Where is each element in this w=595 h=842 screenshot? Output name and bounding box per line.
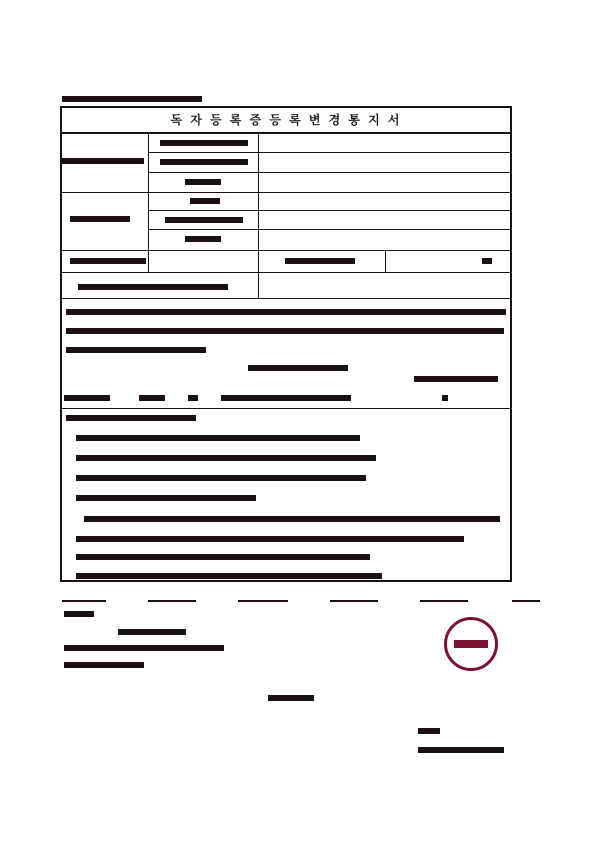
note-item-7 bbox=[76, 553, 370, 561]
cut-line-segment bbox=[330, 600, 378, 602]
cut-line-segment bbox=[62, 600, 106, 602]
stamp-text bbox=[454, 640, 488, 648]
form-frame bbox=[60, 106, 512, 582]
note-item-3 bbox=[76, 474, 366, 482]
footer-line-3 bbox=[64, 661, 144, 669]
date-line bbox=[248, 364, 348, 372]
body-paragraph-line-2 bbox=[66, 327, 504, 335]
notes-heading bbox=[66, 414, 196, 422]
title-divider bbox=[60, 132, 512, 134]
change-row-3 bbox=[185, 235, 221, 243]
note-item-8 bbox=[76, 572, 382, 580]
applicant-row-1 bbox=[160, 139, 248, 147]
official-stamp bbox=[444, 617, 498, 671]
footer-right-line-1 bbox=[418, 727, 440, 735]
body-paragraph-line-3 bbox=[66, 346, 206, 354]
note-item-4 bbox=[76, 494, 256, 502]
footer-center-label bbox=[268, 694, 314, 702]
change-row-2 bbox=[165, 216, 243, 224]
reason-label bbox=[285, 257, 355, 265]
cut-line-segment bbox=[238, 600, 288, 602]
cut-line-segment bbox=[512, 600, 540, 602]
body-paragraph-line-1 bbox=[66, 308, 506, 316]
footer-heading bbox=[64, 610, 94, 618]
footer-right-line-2 bbox=[418, 746, 504, 754]
footer-line-1 bbox=[118, 628, 186, 636]
reason-value bbox=[482, 257, 492, 265]
footer-line-2 bbox=[64, 644, 224, 652]
cut-line-segment bbox=[148, 600, 196, 602]
note-item-2 bbox=[76, 454, 376, 462]
office-label bbox=[78, 283, 228, 291]
form-number bbox=[62, 95, 202, 103]
change-row-1 bbox=[190, 197, 220, 205]
applicant-row-3 bbox=[185, 178, 221, 186]
recipient-line bbox=[64, 394, 448, 402]
date-label bbox=[70, 257, 146, 265]
change-label bbox=[70, 215, 130, 223]
form-title: 독 자 등 록 증 등 록 변 경 통 지 서 bbox=[170, 113, 402, 127]
signature-line bbox=[414, 375, 498, 383]
note-item-6 bbox=[76, 535, 464, 543]
applicant-row-2 bbox=[160, 158, 248, 166]
cut-line-segment bbox=[420, 600, 468, 602]
applicant-label bbox=[62, 157, 144, 165]
note-item-5 bbox=[84, 515, 500, 523]
note-item-1 bbox=[76, 434, 360, 442]
